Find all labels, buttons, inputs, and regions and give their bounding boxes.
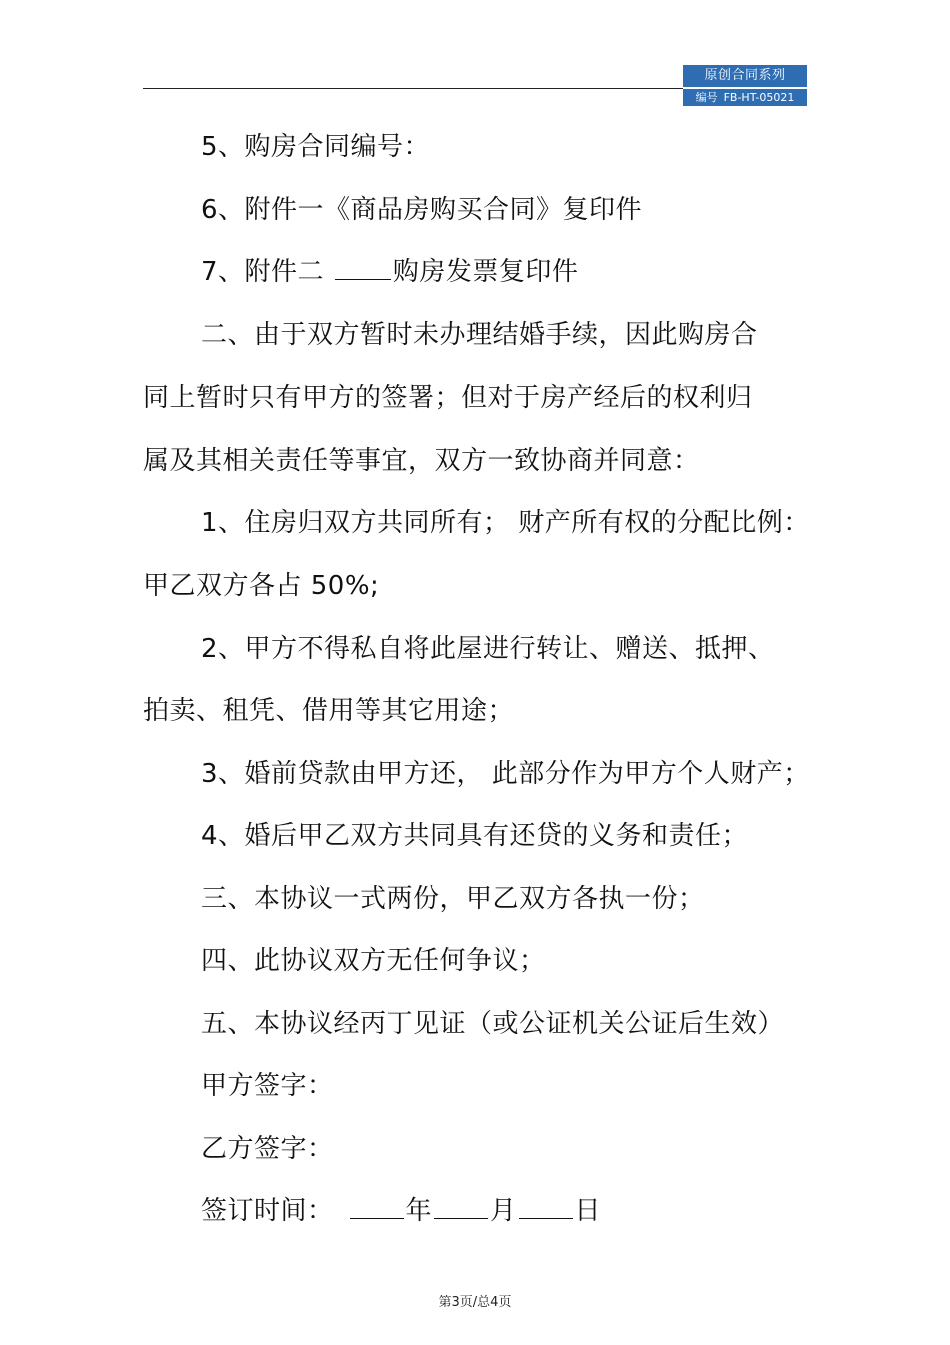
item-attachment-two — [201, 255, 578, 289]
month-label: 月 — [490, 1196, 517, 1226]
item-attachment-one: 6、附件一《商品房购买合同》复印件 — [201, 195, 643, 225]
clause-four: 四、此协议双方无任何争议； — [201, 946, 546, 976]
month-blank — [434, 1196, 488, 1219]
sub-item-four: 4、婚后甲乙双方共同具有还贷的义务和责任； — [201, 821, 749, 851]
clause-two-line-2: 同上暂时只有甲方的签署；但对于房产经后的权利归 — [143, 383, 753, 413]
item-attachment-two-prefix: 7、附件二 — [201, 257, 333, 287]
sub-item-one-line-1: 1、住房归双方共同所有； 财产所有权的分配比例： — [201, 508, 810, 538]
header-rule — [143, 88, 683, 89]
party-b-signature: 乙方签字： — [201, 1134, 334, 1164]
blank-line — [335, 257, 391, 280]
day-label: 日 — [574, 1196, 602, 1226]
sub-item-three: 3、婚前贷款由甲方还， 此部分作为甲方个人财产； — [201, 759, 810, 789]
clause-two-line-1: 二、由于双方暂时未办理结婚手续，因此购房合 — [201, 320, 758, 350]
clause-five: 五、本协议经丙丁见证（或公证机关公证后生效） — [201, 1009, 785, 1039]
document-code-value: FB-HT-05021 — [723, 91, 795, 104]
clause-three: 三、本协议一式两份，甲乙双方各执一份； — [201, 884, 705, 914]
item-contract-number: 5、购房合同编号： — [201, 132, 431, 162]
day-blank — [519, 1196, 573, 1219]
sub-item-two-line-2: 拍卖、租凭、借用等其它用途； — [143, 696, 515, 726]
signing-date-label: 签订时间： — [201, 1196, 334, 1226]
page-indicator: 第3页/总4页 — [438, 1295, 512, 1310]
year-label: 年 — [405, 1196, 433, 1226]
series-label: 原创合同系列 — [683, 65, 807, 87]
year-blank — [350, 1196, 404, 1219]
series-badge — [683, 65, 807, 106]
party-a-signature: 甲方签字： — [201, 1071, 334, 1101]
clause-two-line-3: 属及其相关责任等事宜，双方一致协商并同意： — [143, 446, 700, 476]
item-attachment-two-suffix: 购房发票复印件 — [392, 257, 579, 287]
sub-item-two-line-1: 2、甲方不得私自将此屋进行转让、赠送、抵押、 — [201, 634, 775, 664]
signing-date — [201, 1194, 601, 1228]
sub-item-one-line-2: 甲乙双方各占 50%; — [143, 571, 380, 601]
document-code — [683, 89, 807, 106]
document-code-label: 编号 — [695, 91, 718, 104]
